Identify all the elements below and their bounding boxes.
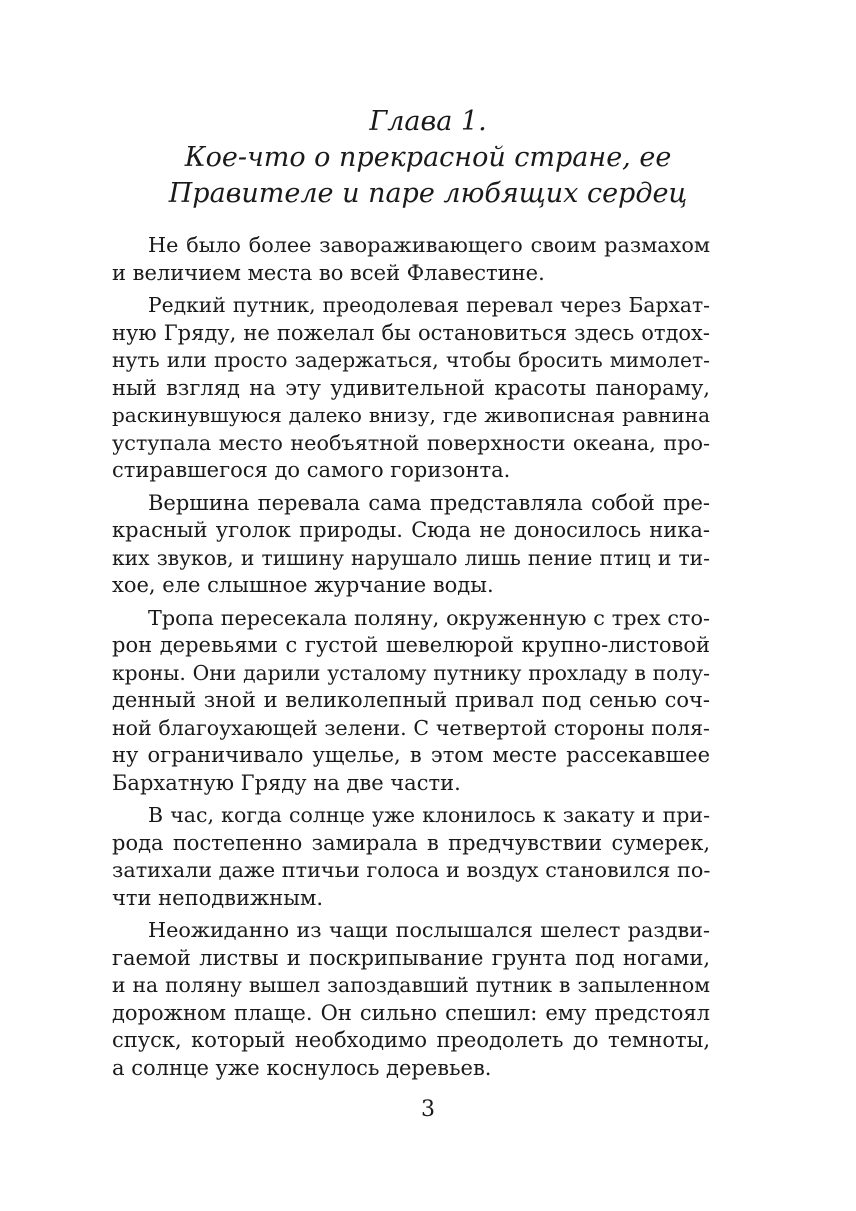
text-line: стиравшегося до самого горизонта. — [112, 458, 511, 482]
text-line: ную Гряду, не пожелал бы остановиться здесь отдох- — [112, 320, 710, 345]
text-line: чти неподвижным. — [112, 885, 324, 910]
paragraph — [112, 292, 710, 485]
text-line: рон деревьями с густой шевелюрой крупно-листовой — [112, 633, 710, 657]
text-line: Не было более завораживающего своим размахом — [148, 233, 710, 257]
text-line: красный уголок природы. Сюда не доносилось ника- — [112, 518, 710, 542]
text-line: Бархатную Гряду на две части. — [112, 770, 461, 795]
chapter-title-line: Правителе и паре любящих сердец — [168, 178, 688, 209]
text-line: дорожном плаще. Он сильно спешил: ему предстоял — [112, 1000, 710, 1025]
text-line: ну ограничивало ущелье, в этом месте рассекавшее — [112, 743, 710, 767]
text-line: и величием места во всей Флавестине. — [112, 260, 545, 285]
text-line: а солнце уже коснулось деревьев. — [112, 1055, 492, 1080]
paragraph — [112, 605, 710, 798]
text-line: Тропа пересекала поляну, окруженную с трех сто- — [148, 605, 710, 630]
text-line: ких звуков, и тишину нарушало лишь пение птиц и ти- — [112, 545, 710, 570]
text-line: Неожиданно из чащи послышался шелест раздви- — [148, 918, 710, 942]
paragraph — [112, 802, 710, 912]
chapter-number: Глава 1. — [369, 106, 487, 137]
text-line: Вершина перевала сама представляла собой пре- — [148, 490, 710, 515]
text-line: В час, когда солнце уже клонилось к закату и при- — [148, 803, 710, 827]
paragraph — [112, 490, 710, 600]
paragraph — [112, 232, 710, 287]
text-line: ной благоухающей зелени. С четвертой стороны поля- — [112, 715, 710, 740]
text-line: рода постепенно замирала в предчувствии сумерек, — [112, 830, 710, 855]
text-line: затихали даже птичьи голоса и воздух становился по- — [112, 858, 711, 882]
paragraph — [112, 917, 710, 1082]
text-line: хое, еле слышное журчание воды. — [112, 573, 494, 597]
body-text — [112, 232, 710, 1082]
text-line: гаемой листвы и поскрипывание грунта под ногами, — [112, 945, 710, 970]
text-line: ный взгляд на эту удивительной красоты панораму, — [112, 375, 710, 400]
text-line: Редкий путник, преодолевая перевал через Бархат- — [148, 293, 710, 317]
text-line: нуть или просто задержаться, чтобы бросить мимолет- — [112, 348, 710, 372]
text-line: и на поляну вышел запоздавший путник в запыленном — [112, 973, 710, 997]
text-line: раскинувшуюся далеко внизу, где живописная равнина — [112, 403, 710, 427]
text-line: уступала место необъятной поверхности океана, про- — [112, 430, 710, 455]
text-line: денный зной и великолепный привал под сенью соч- — [112, 688, 710, 712]
text-line: кроны. Они дарили усталому путнику прохладу в полу- — [112, 660, 710, 685]
page-number: 3 — [421, 1097, 435, 1122]
chapter-heading — [110, 104, 746, 212]
chapter-title-line: Кое-что о прекрасной стране, ее — [184, 142, 672, 173]
text-line: спуск, который необходимо преодолеть до темноты, — [112, 1028, 710, 1052]
